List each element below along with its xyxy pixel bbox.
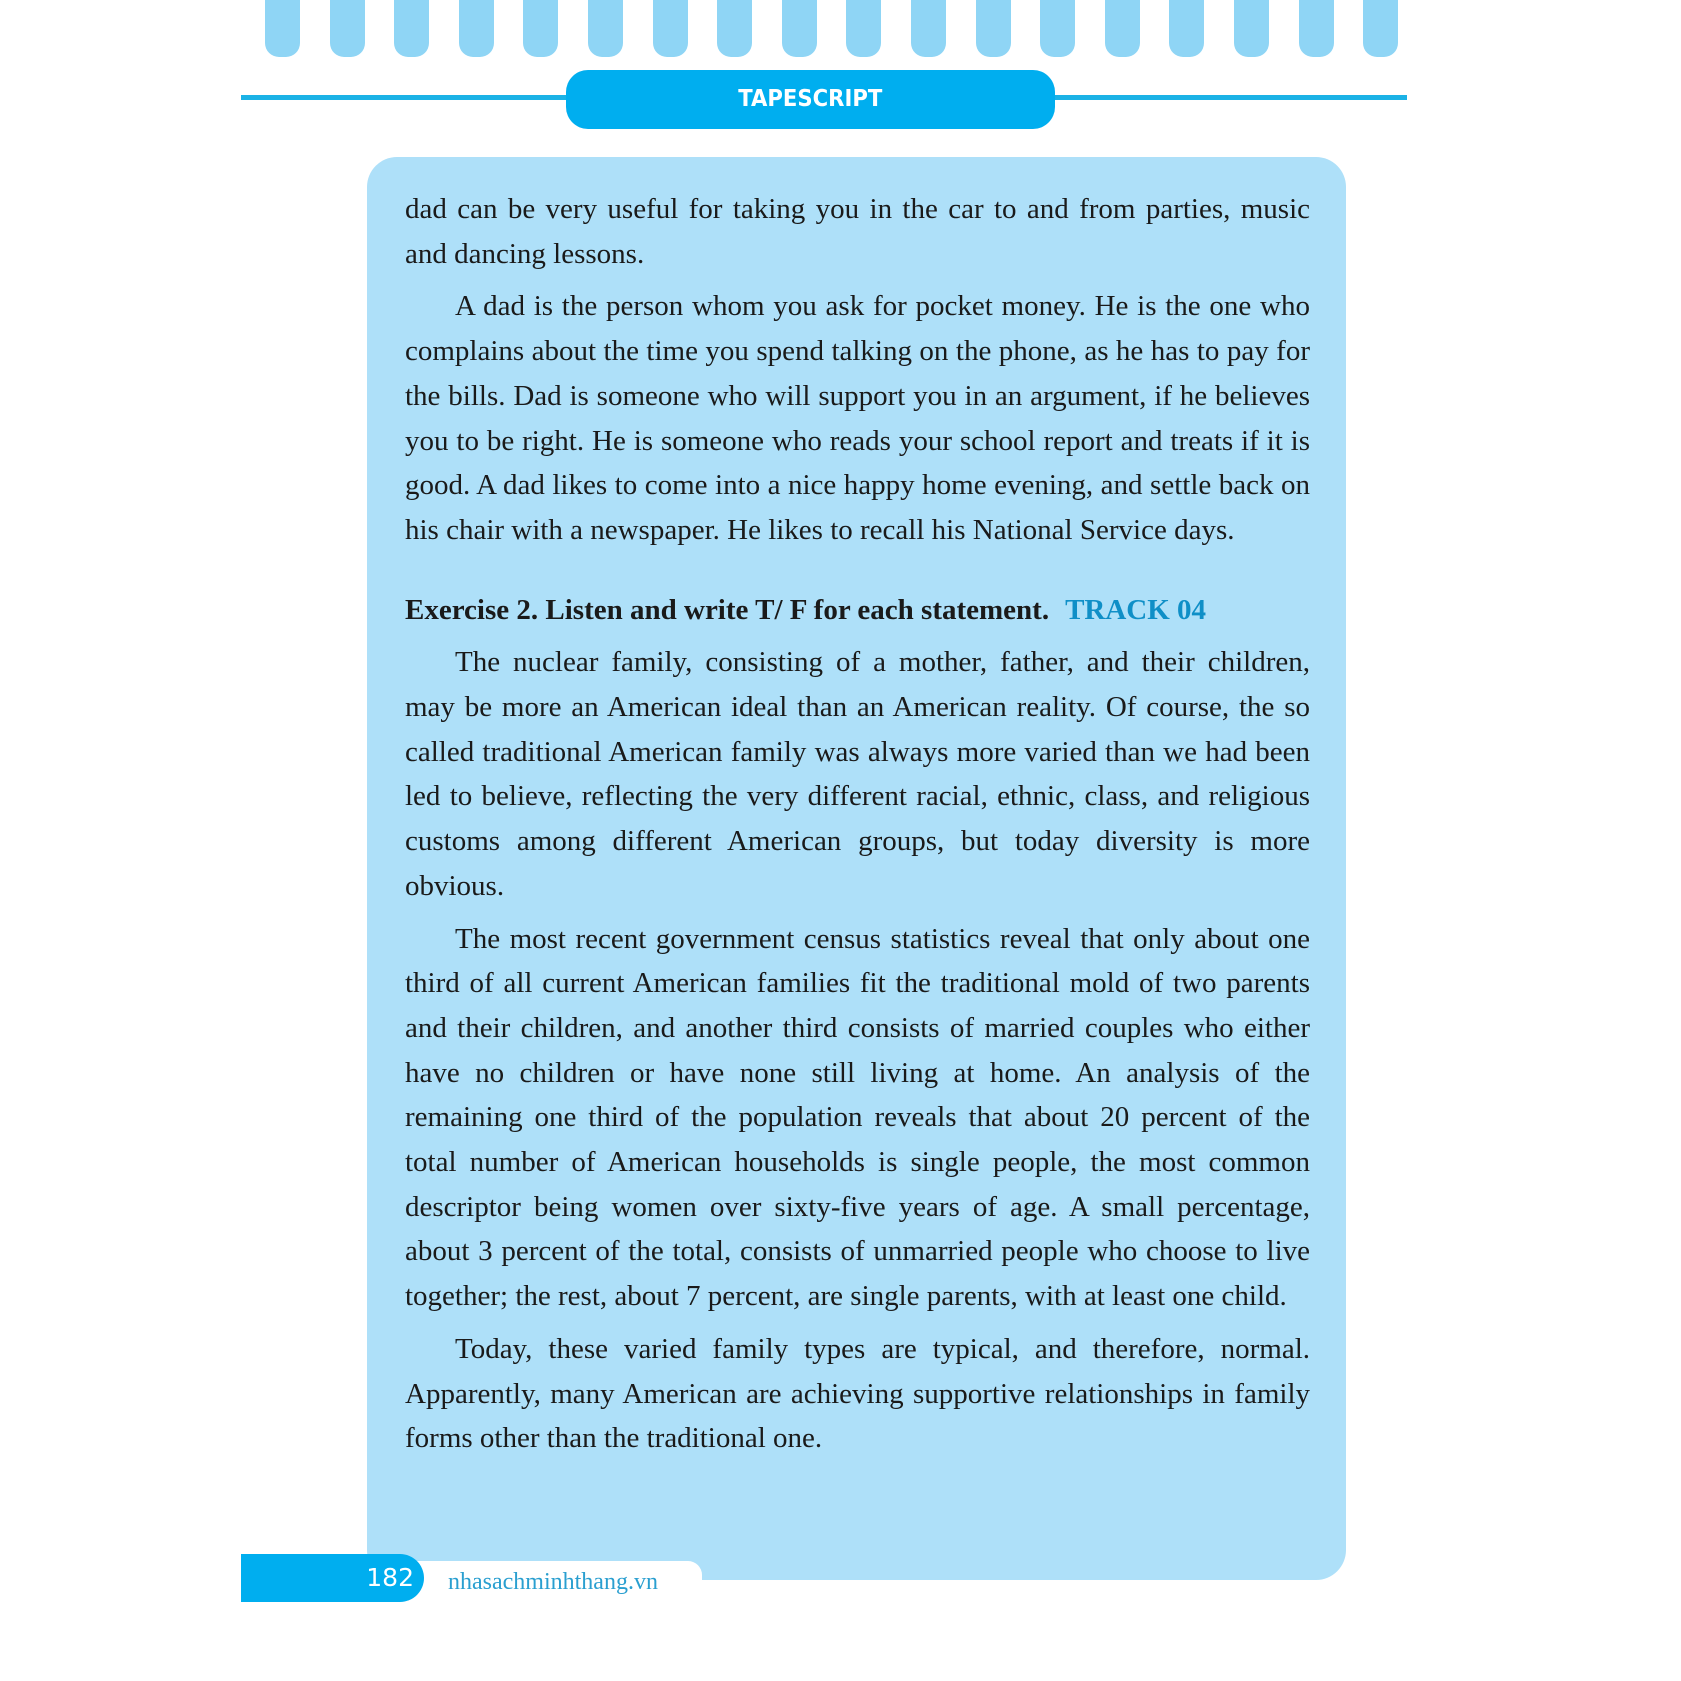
intro-continuation-paragraph: dad can be very useful for taking you in the car to and from parties, music and dancing lessons. — [405, 193, 1310, 270]
section-title: TAPESCRIPT — [738, 86, 883, 112]
spiral-ring — [1105, 0, 1140, 57]
website-link[interactable]: nhasachminhthang.vn — [448, 1569, 658, 1595]
spiral-ring — [846, 0, 881, 57]
spiral-ring — [911, 0, 946, 57]
spiral-ring — [717, 0, 752, 57]
exercise-heading — [405, 588, 1310, 633]
spiral-ring — [976, 0, 1011, 57]
dad-paragraph: A dad is the person whom you ask for pocket money. He is the one who complains about the time you spend talking on the phone, as he has to pay for the bills. Dad is someone who will support you in an argument, if he believes you to be right. He is someone who reads your school report and treats if it is good. A dad likes to come into a nice happy home evening, and settle back on his chair with a newspaper. He likes to recall his National Service days. — [405, 290, 1310, 546]
paragraph-conclusion: Today, these varied family types are typical, and therefore, normal. Apparently, many American are achieving supportive relationships in family forms other than the traditional one. — [405, 1332, 1310, 1455]
spiral-ring — [1299, 0, 1334, 57]
spiral-ring — [588, 0, 623, 57]
spiral-ring — [1169, 0, 1204, 57]
spiral-ring — [394, 0, 429, 57]
spiral-ring — [653, 0, 688, 57]
spiral-ring — [459, 0, 494, 57]
tapescript-content — [405, 187, 1310, 1461]
page-number-tab — [241, 1554, 424, 1602]
spiral-ring — [330, 0, 365, 57]
spiral-ring — [1363, 0, 1398, 57]
paragraph-census-statistics: The most recent government census statistics reveal that only about one third of all current American families fit the traditional mold of two parents and their children, and another third consists of married couples who either have no children or have none still living at home. An analysis of the remaining one third of the population reveals that about 20 percent of the total number of American households is single people, the most common descriptor being women over sixty-five years of age. A small percentage, about 3 percent of the total, consists of unmarried people who choose to live together; the rest, about 7 percent, are single parents, with at least one child. — [405, 922, 1310, 1313]
spiral-ring — [782, 0, 817, 57]
spiral-ring — [265, 0, 300, 57]
paragraph-nuclear-family: The nuclear family, consisting of a mother, father, and their children, may be more an American ideal than an American reality. Of course, the so called traditional American family was always more varied than we had been led to believe, reflecting the very different racial, ethnic, class, and religious customs among different American groups, but today diversity is more obvious. — [405, 646, 1310, 902]
page-number: 182 — [366, 1563, 414, 1592]
section-header-badge — [566, 70, 1055, 129]
spiral-ring — [1040, 0, 1075, 57]
spiral-ring — [523, 0, 558, 57]
spiral-ring — [1234, 0, 1269, 57]
track-label[interactable]: TRACK 04 — [1065, 593, 1207, 626]
exercise-title: Exercise 2. Listen and write T/ F for each statement. — [405, 593, 1050, 626]
